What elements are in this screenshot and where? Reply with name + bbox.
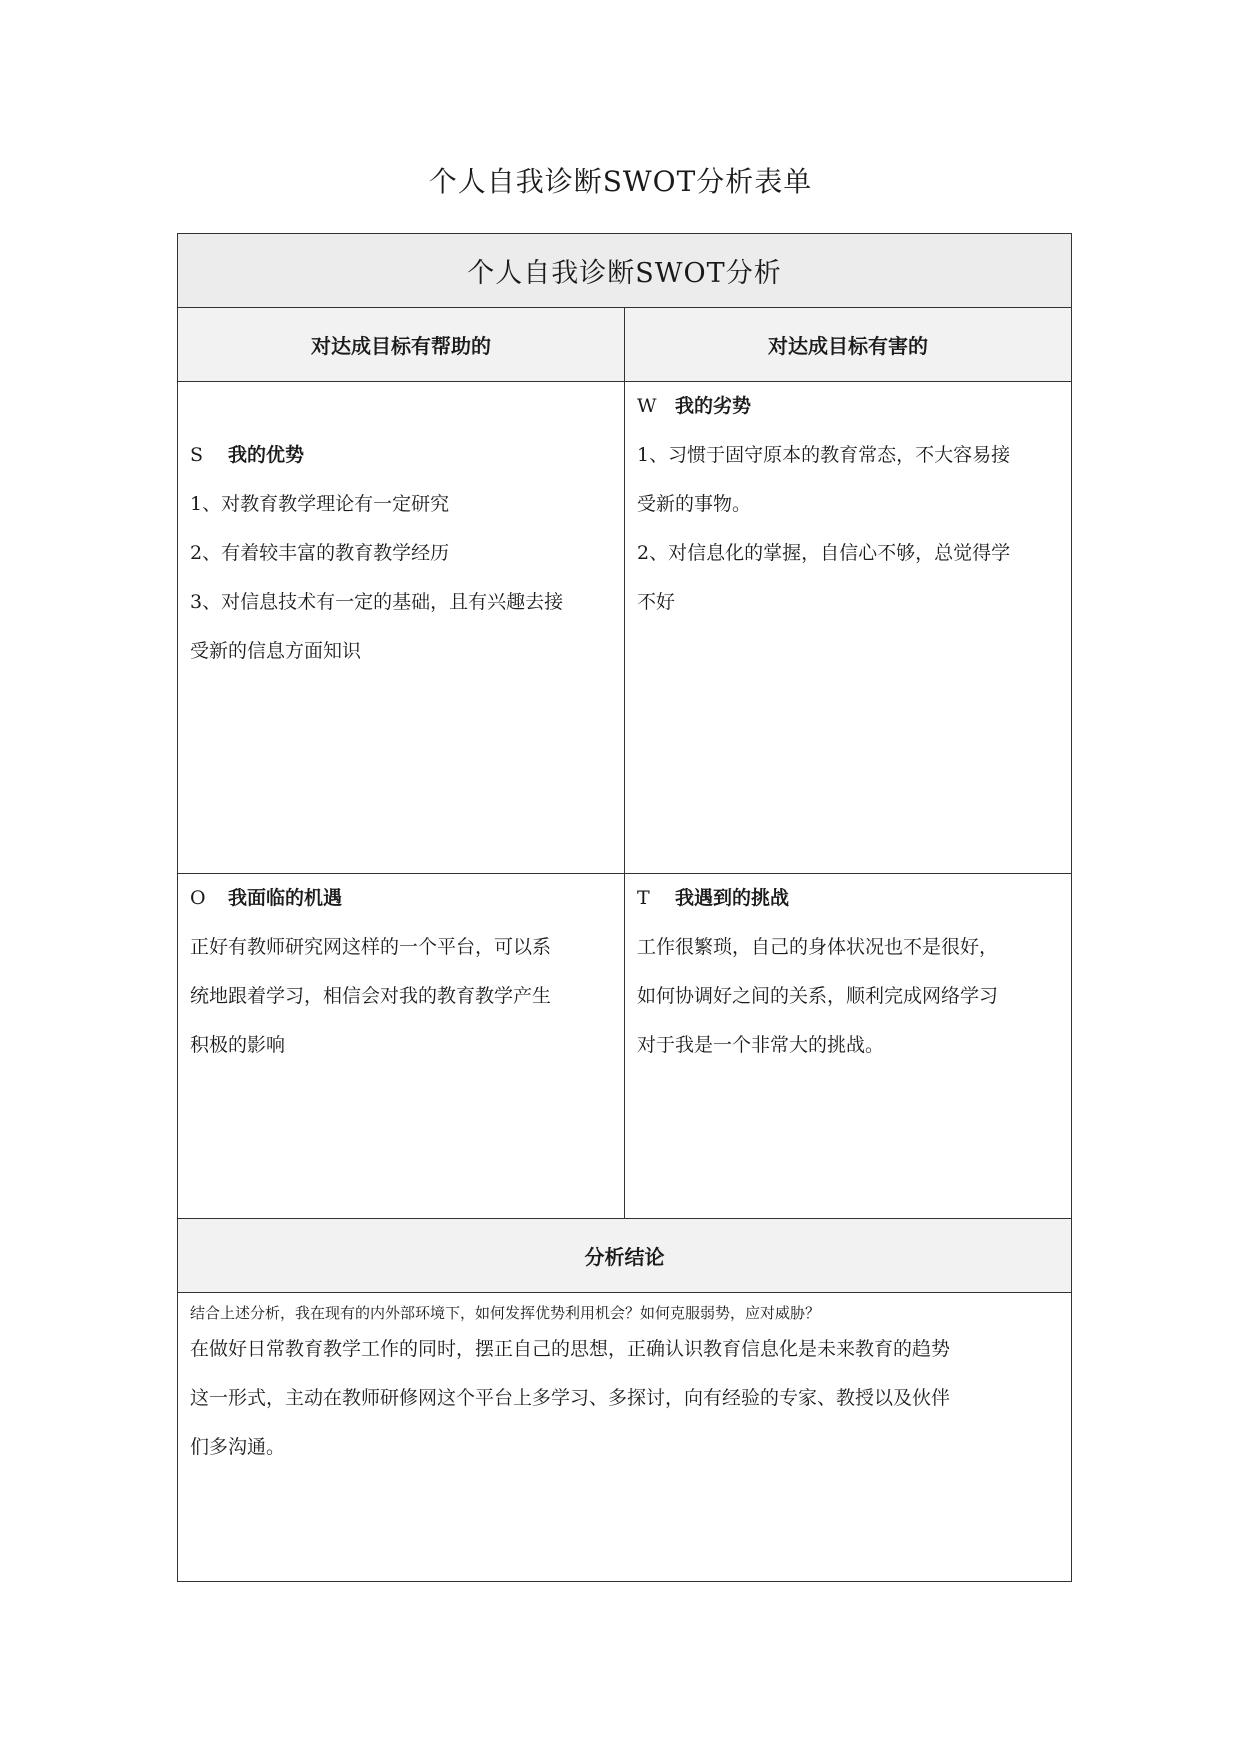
weaknesses-line: 受新的事物。 xyxy=(637,493,752,515)
threats-cell xyxy=(625,874,1072,1219)
weaknesses-title: 我的劣势 xyxy=(675,395,752,417)
threats-heading xyxy=(637,874,1059,923)
strengths-letter: S xyxy=(190,444,204,466)
document-title: 个人自我诊断SWOT分析表单 xyxy=(428,165,813,198)
conclusion-line: 这一形式，主动在教师研修网这个平台上多学习、多探讨，向有经验的专家、教授以及伙伴 xyxy=(190,1387,951,1409)
strengths-cell xyxy=(178,382,625,874)
weaknesses-letter: W xyxy=(637,395,657,417)
weaknesses-line: 不好 xyxy=(637,591,676,613)
conclusion-line: 在做好日常教育教学工作的同时，摆正自己的思想，正确认识教育信息化是未来教育的趋势 xyxy=(190,1338,951,1360)
weaknesses-line: 1、习惯于固守原本的教育常态，不大容易接 xyxy=(637,444,1011,466)
threats-line: 工作很繁琐，自己的身体状况也不是很好， xyxy=(637,936,999,958)
weaknesses-cell xyxy=(625,382,1072,874)
weaknesses-heading xyxy=(637,382,1059,431)
strengths-line: 受新的信息方面知识 xyxy=(190,640,362,662)
conclusion-header: 分析结论 xyxy=(178,1219,1072,1293)
threats-letter: T xyxy=(637,887,650,909)
opportunities-letter: O xyxy=(190,887,206,909)
threats-title: 我遇到的挑战 xyxy=(675,887,790,909)
opportunities-line: 统地跟着学习，相信会对我的教育教学产生 xyxy=(190,985,552,1007)
conclusion-cell xyxy=(178,1293,1072,1582)
opportunities-title: 我面临的机遇 xyxy=(228,887,343,909)
strengths-title: 我的优势 xyxy=(228,444,305,466)
opportunities-cell xyxy=(178,874,625,1219)
column-header-harmful: 对达成目标有害的 xyxy=(625,308,1072,382)
conclusion-question: 结合上述分析，我在现有的内外部环境下，如何发挥优势利用机会？如何克服弱势，应对威胁？ xyxy=(190,1304,821,1322)
conclusion-line: 们多沟通。 xyxy=(190,1436,286,1458)
strengths-heading xyxy=(190,431,612,480)
weaknesses-line: 2、对信息化的掌握，自信心不够，总觉得学 xyxy=(637,542,1011,564)
threats-line: 对于我是一个非常大的挑战。 xyxy=(637,1034,885,1056)
strengths-line: 3、对信息技术有一定的基础，且有兴趣去接 xyxy=(190,591,564,613)
opportunities-heading xyxy=(190,874,612,923)
column-header-helpful: 对达成目标有帮助的 xyxy=(178,308,625,382)
opportunities-line: 积极的影响 xyxy=(190,1034,286,1056)
strengths-line: 2、有着较丰富的教育教学经历 xyxy=(190,542,450,564)
swot-table xyxy=(177,233,1072,1582)
strengths-line: 1、对教育教学理论有一定研究 xyxy=(190,493,450,515)
opportunities-line: 正好有教师研究网这样的一个平台，可以系 xyxy=(190,936,552,958)
threats-line: 如何协调好之间的关系，顺利完成网络学习 xyxy=(637,985,999,1007)
swot-main-header: 个人自我诊断SWOT分析 xyxy=(178,234,1072,308)
